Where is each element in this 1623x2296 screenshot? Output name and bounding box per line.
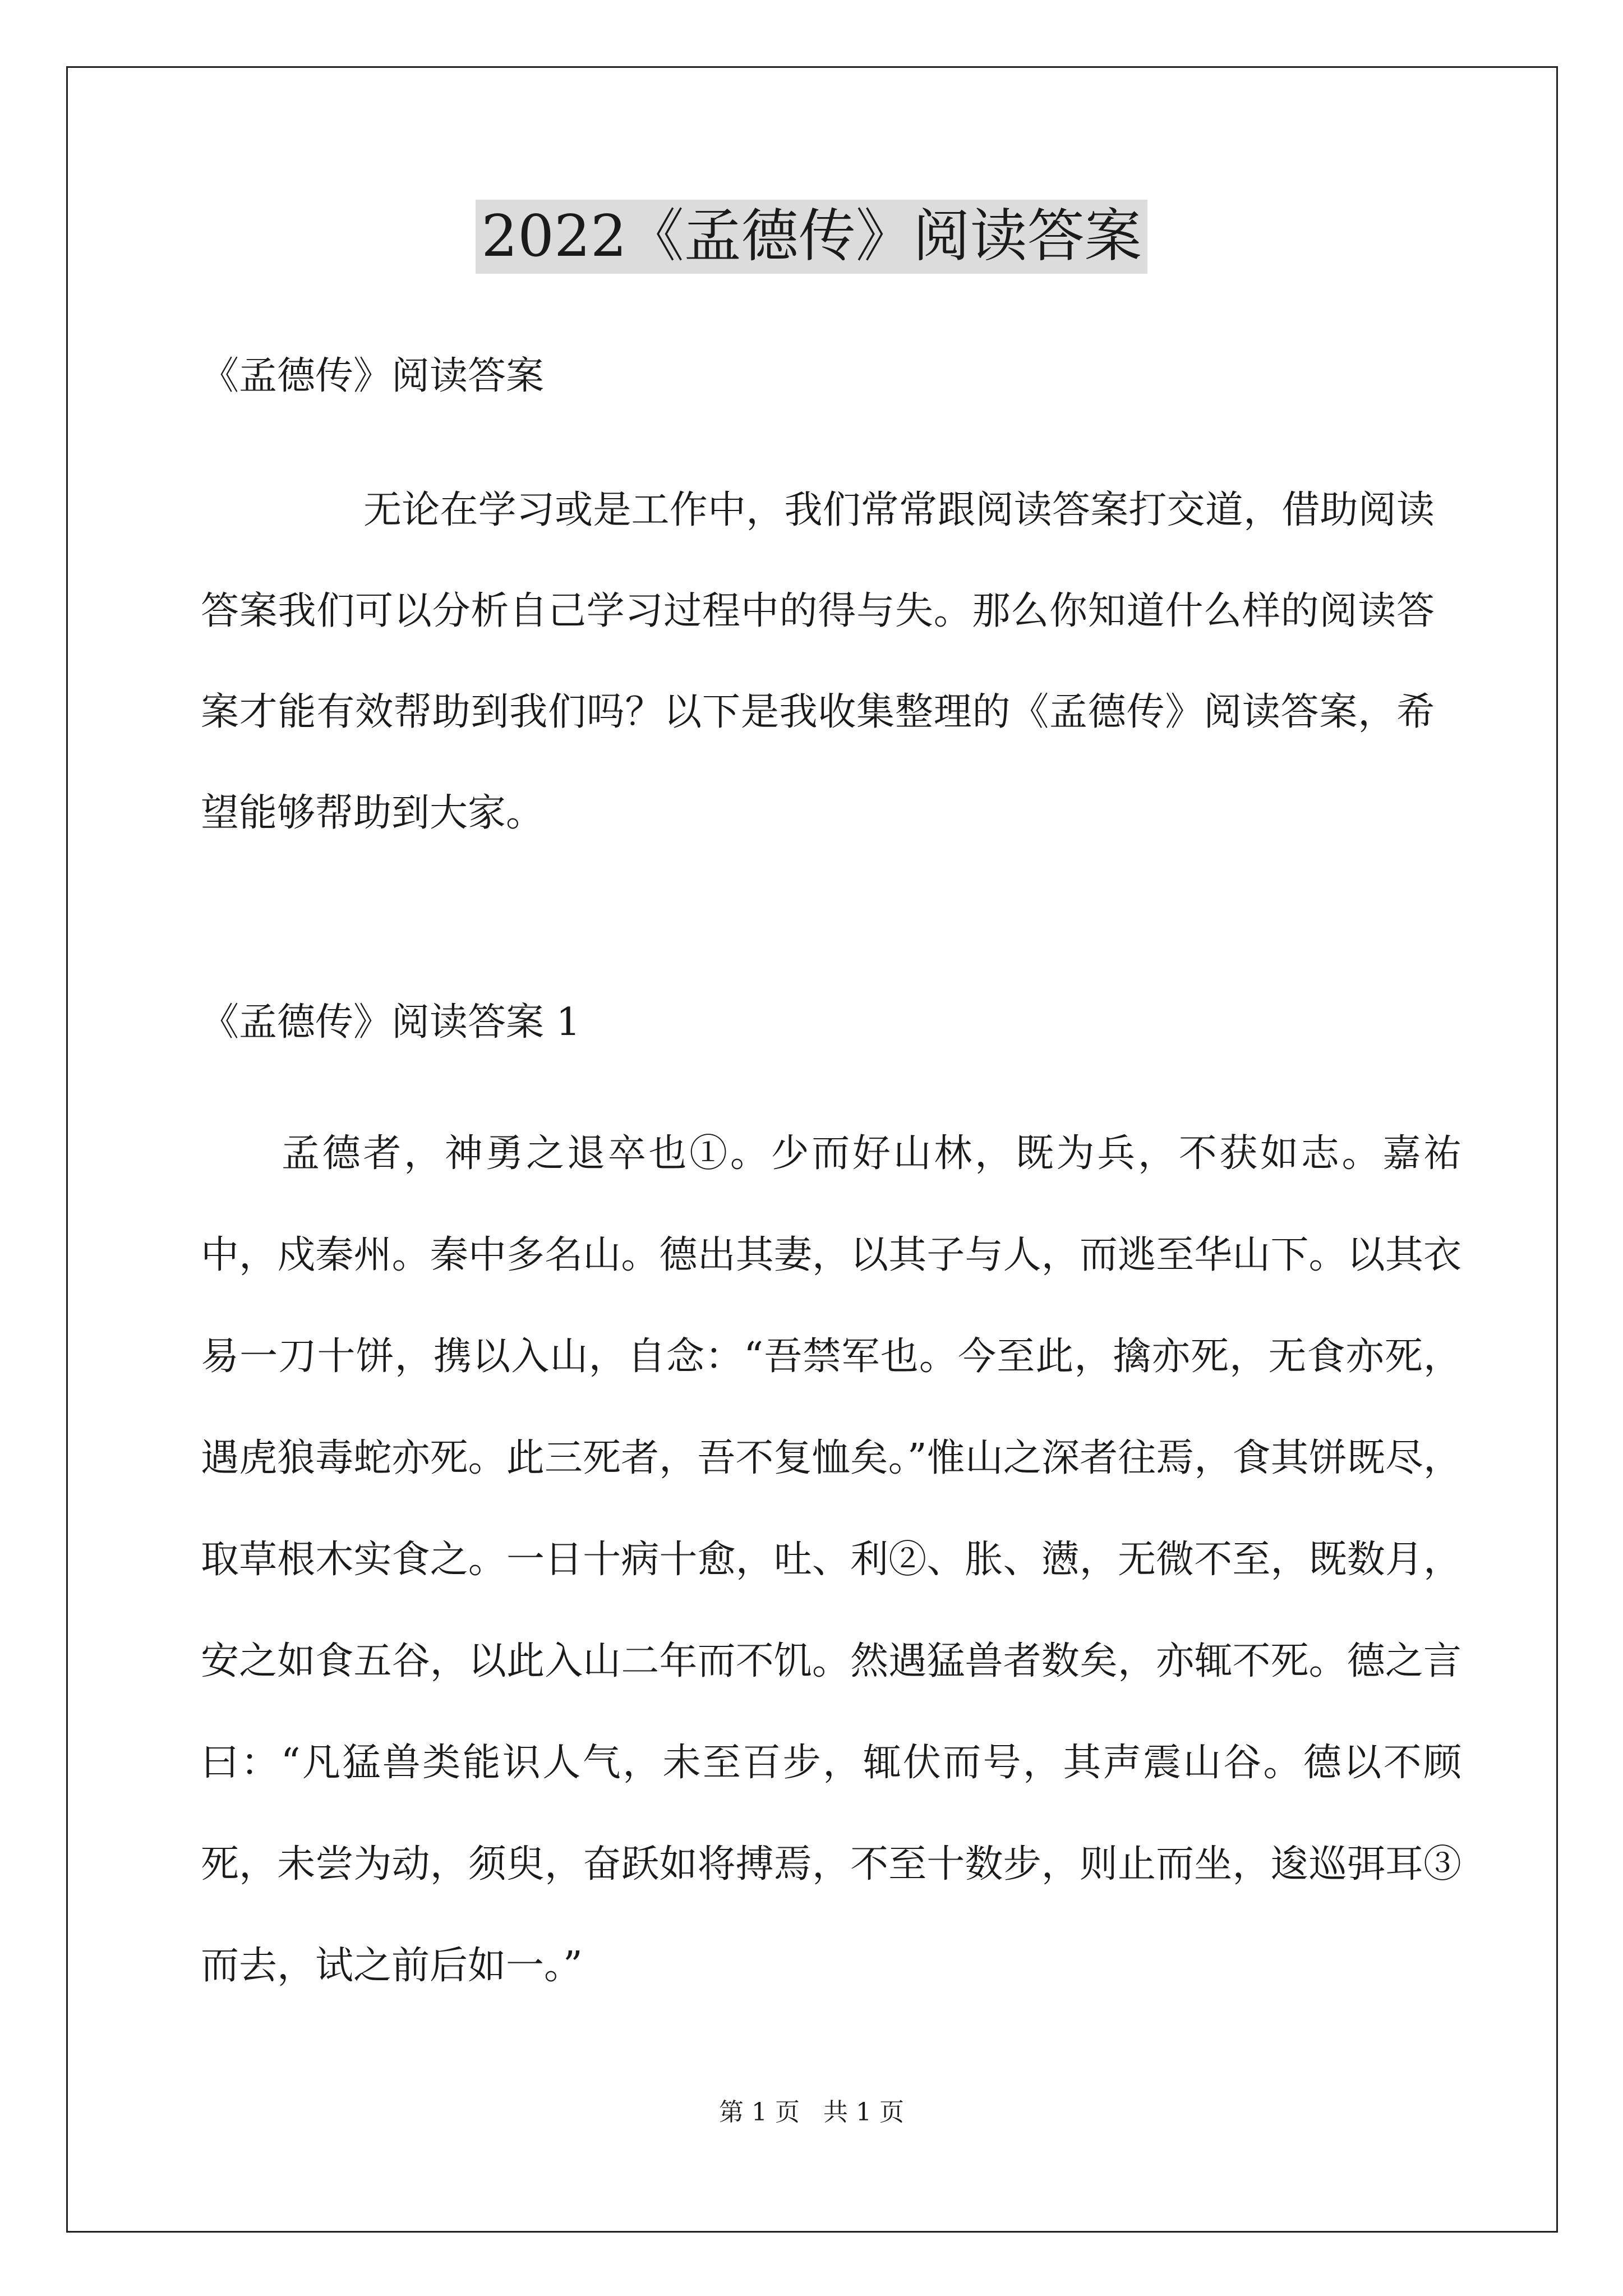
page-number: 第 1 页 — [719, 2098, 800, 2127]
intro-paragraph: 无论在学习或是工作中，我们常常跟阅读答案打交道，借助阅读答案我们可以分析自己学习过程中的得与失。那么你知道什么样的阅读答案才能有效帮助到我们吗？以下是我收集整理的《孟德传》阅读答案，希望能够帮助到大家。 — [201, 488, 1435, 835]
page-footer — [0, 2096, 1623, 2129]
document-subtitle: 《孟德传》阅读答案 — [201, 354, 545, 398]
section-title: 《孟德传》阅读答案 1 — [201, 1000, 580, 1045]
body-paragraph: 孟德者，神勇之退卒也①。少而好山林，既为兵，不获如志。嘉祐中，戍秦州。秦中多名山。德出其妻，以其子与人，而逃至华山下。以其衣易一刀十饼，携以入山，自念：“吾禁军也。今至此，擒亦死，无食亦死，遇虎狼毒蛇亦死。此三死者，吾不复恤矣。”惟山之深者往焉，食其饼既尽，取草根木实食之。一日十病十愈，吐、利②、胀、懑，无微不至，既数月，安之如食五谷，以此入山二年而不饥。然遇猛兽者数矣，亦辄不死。德之言曰：“凡猛兽类能识人气，未至百步，辄伏而号，其声震山谷。德以不顾死，未尝为动，须臾，奋跃如将搏焉，不至十数步，则止而坐，逡巡弭耳③而去，试之前后如一。” — [201, 1131, 1461, 1988]
page-total: 共 1 页 — [823, 2098, 904, 2127]
document-title: 2022《孟德传》阅读答案 — [476, 200, 1147, 274]
title-container — [0, 200, 1623, 274]
